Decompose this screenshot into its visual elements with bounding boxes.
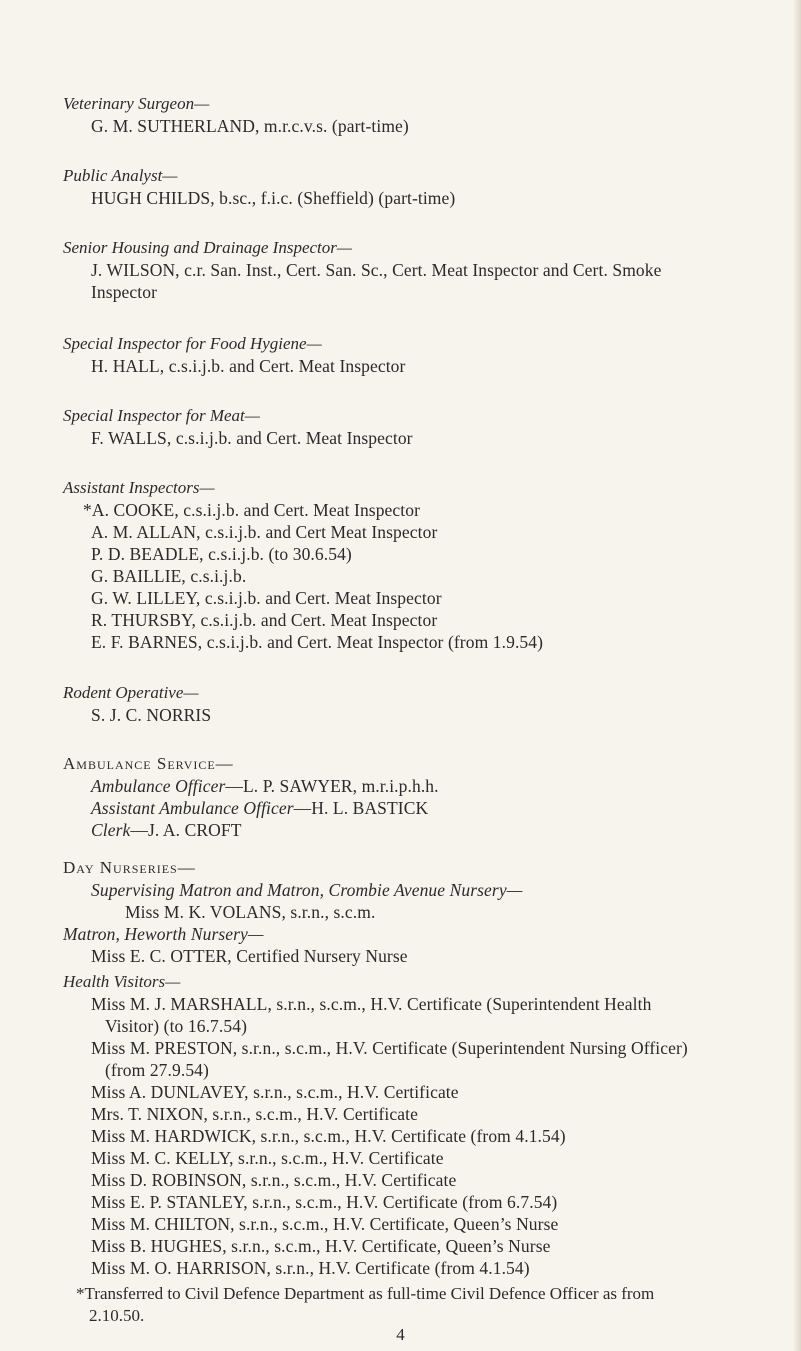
- footnote: [76, 1283, 786, 1327]
- section-day-nurseries: [63, 857, 783, 967]
- entry-line-continued: Inspector: [91, 282, 158, 302]
- list-item: *A. COOKE, c.s.i.j.b. and Cert. Meat Inspector: [83, 500, 421, 520]
- list-item: R. THURSBY, c.s.i.j.b. and Cert. Meat Inspector: [91, 610, 438, 630]
- entry-line: F. WALLS, c.s.i.j.b. and Cert. Meat Inspector: [91, 428, 413, 448]
- list-item: G. W. LILLEY, c.s.i.j.b. and Cert. Meat Inspector: [91, 588, 442, 608]
- subheading-matron-heworth: Matron, Heworth Nursery—: [63, 924, 264, 944]
- list-item: G. BAILLIE, c.s.i.j.b.: [91, 566, 247, 586]
- list-item: Miss M. J. MARSHALL, s.r.n., s.c.m., H.V. Certificate (Superintendent Health: [91, 994, 652, 1014]
- list-item: Miss E. P. STANLEY, s.r.n., s.c.m., H.V. Certificate (from 6.7.54): [91, 1192, 558, 1212]
- footnote-line: *Transferred to Civil Defence Department as full-time Civil Defence Officer as from: [76, 1284, 655, 1303]
- entry-line: Miss E. C. OTTER, Certified Nursery Nurse: [91, 946, 408, 966]
- page-number: 4: [396, 1325, 405, 1344]
- section-veterinary-surgeon: [63, 93, 783, 137]
- list-item-continued: (from 27.9.54): [105, 1060, 209, 1080]
- list-item: A. M. ALLAN, c.s.i.j.b. and Cert Meat Inspector: [91, 522, 438, 542]
- heading-public-analyst: Public Analyst—: [63, 166, 178, 185]
- section-meat-inspector: [63, 405, 783, 449]
- heading-housing-inspector: Senior Housing and Drainage Inspector—: [63, 238, 352, 257]
- entry-line: J. WILSON, c.r. San. Inst., Cert. San. Sc., Cert. Meat Inspector and Cert. Smoke: [91, 260, 662, 280]
- list-item: Miss D. ROBINSON, s.r.n., s.c.m., H.V. Certificate: [91, 1170, 457, 1190]
- section-food-hygiene-inspector: [63, 333, 783, 377]
- clerk-line: [63, 819, 783, 841]
- person-name: —H. L. BASTICK: [293, 798, 429, 818]
- section-health-visitors: [63, 971, 783, 1279]
- section-ambulance-service: [63, 753, 783, 841]
- list-item: Miss A. DUNLAVEY, s.r.n., s.c.m., H.V. Certificate: [91, 1082, 459, 1102]
- list-item: Miss M. O. HARRISON, s.r.n., H.V. Certificate (from 4.1.54): [91, 1258, 530, 1278]
- heading-rodent-operative: Rodent Operative—: [63, 683, 199, 702]
- section-assistant-inspectors: [63, 477, 783, 653]
- entry-line: S. J. C. NORRIS: [91, 705, 212, 725]
- ambulance-officer-line: [63, 775, 783, 797]
- list-item: Miss M. C. KELLY, s.r.n., s.c.m., H.V. Certificate: [91, 1148, 444, 1168]
- person-name: —J. A. CROFT: [130, 820, 242, 840]
- footnote-line-continued: 2.10.50.: [89, 1306, 145, 1325]
- heading-health-visitors: Health Visitors—: [63, 972, 181, 991]
- role-label: Clerk: [91, 820, 131, 840]
- list-item: P. D. BEADLE, c.s.i.j.b. (to 30.6.54): [91, 544, 352, 564]
- role-label: Assistant Ambulance Officer: [91, 798, 294, 818]
- entry-line: H. HALL, c.s.i.j.b. and Cert. Meat Inspector: [91, 356, 406, 376]
- role-label: Ambulance Officer: [91, 776, 226, 796]
- list-item: Miss B. HUGHES, s.r.n., s.c.m., H.V. Certificate, Queen’s Nurse: [91, 1236, 551, 1256]
- list-item: Miss M. PRESTON, s.r.n., s.c.m., H.V. Certificate (Superintendent Nursing Officer): [91, 1038, 688, 1058]
- list-item: Miss M. CHILTON, s.r.n., s.c.m., H.V. Certificate, Queen’s Nurse: [91, 1214, 559, 1234]
- assistant-ambulance-officer-line: [63, 797, 783, 819]
- heading-veterinary-surgeon: Veterinary Surgeon—: [63, 94, 210, 113]
- entry-line: G. M. SUTHERLAND, m.r.c.v.s. (part-time): [91, 116, 409, 136]
- person-name: —L. P. SAWYER, m.r.i.p.h.h.: [225, 776, 439, 796]
- list-item: Miss M. HARDWICK, s.r.n., s.c.m., H.V. Certificate (from 4.1.54): [91, 1126, 566, 1146]
- entry-line: HUGH CHILDS, b.sc., f.i.c. (Sheffield) (part-time): [91, 188, 456, 208]
- list-item-continued: Visitor) (to 16.7.54): [105, 1016, 248, 1036]
- subheading-supervising-matron: Supervising Matron and Matron, Crombie Avenue Nursery—: [91, 880, 523, 900]
- heading-food-hygiene-inspector: Special Inspector for Food Hygiene—: [63, 334, 322, 353]
- heading-ambulance-service: Ambulance Service—: [63, 754, 234, 773]
- page-edge-shadow: [793, 0, 801, 1351]
- section-rodent-operative: [63, 682, 783, 726]
- heading-meat-inspector: Special Inspector for Meat—: [63, 406, 260, 425]
- heading-assistant-inspectors: Assistant Inspectors—: [63, 478, 215, 497]
- heading-day-nurseries: Day Nurseries—: [63, 858, 196, 877]
- list-item: Mrs. T. NIXON, s.r.n., s.c.m., H.V. Certificate: [91, 1104, 418, 1124]
- section-public-analyst: [63, 165, 783, 209]
- list-item: E. F. BARNES, c.s.i.j.b. and Cert. Meat Inspector (from 1.9.54): [91, 632, 544, 652]
- section-housing-inspector: [63, 237, 798, 303]
- entry-line: Miss M. K. VOLANS, s.r.n., s.c.m.: [125, 902, 376, 922]
